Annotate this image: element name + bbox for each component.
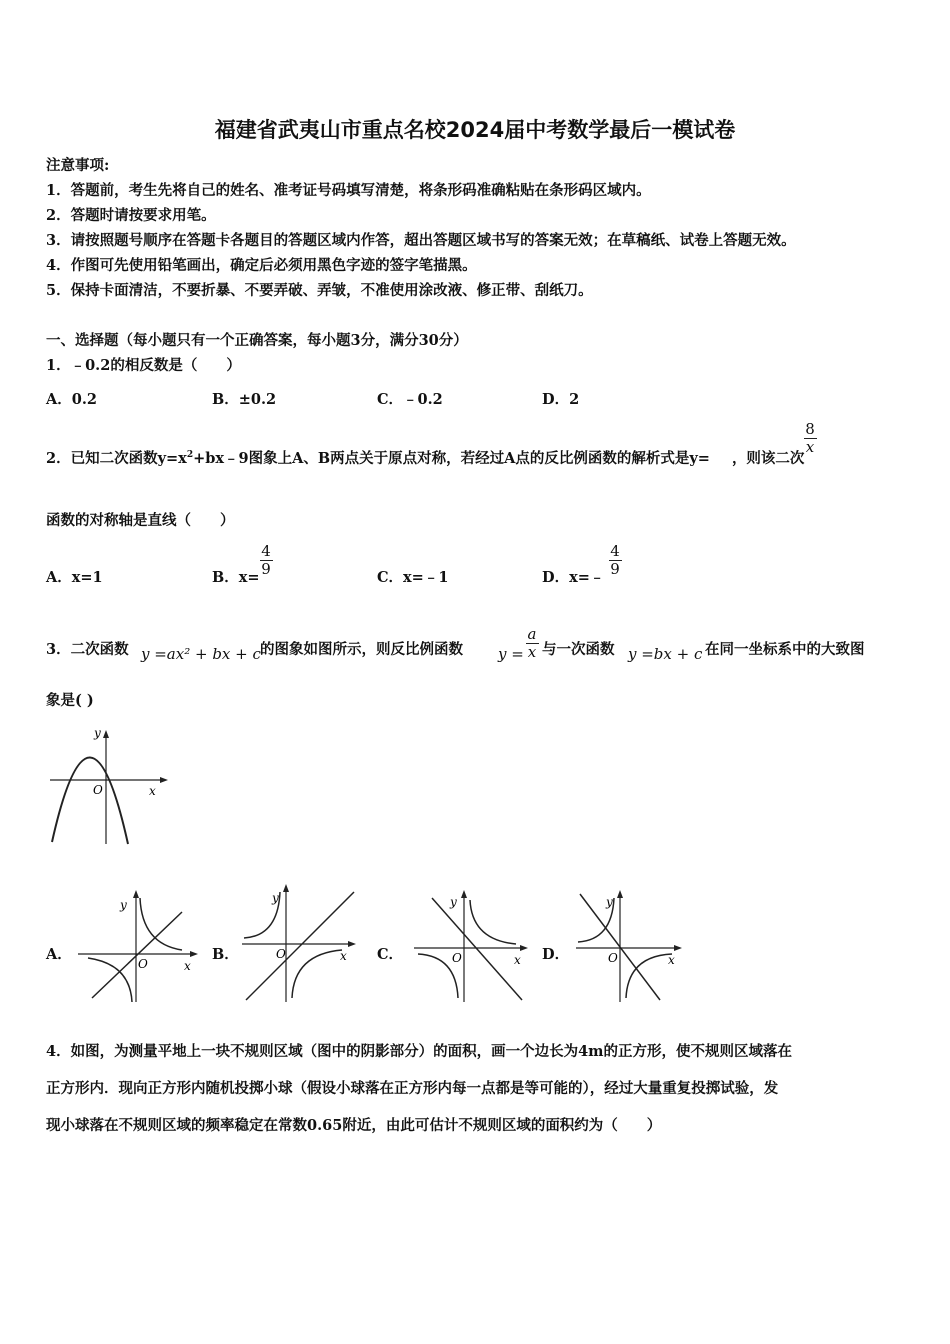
q3-option-a-graph[interactable] xyxy=(74,884,204,1006)
q1-option-a[interactable]: A．0.2 xyxy=(46,391,97,408)
axis-x-label: x xyxy=(184,959,191,973)
y-axis-arrow xyxy=(103,730,109,738)
q2-b-num: 4 xyxy=(261,542,271,560)
q2-option-d[interactable]: D．x=﹣ xyxy=(542,569,605,586)
q1-option-b[interactable]: B．±0.2 xyxy=(212,391,277,408)
origin-label: O xyxy=(608,951,618,965)
notice-heading: 注意事项: xyxy=(46,157,110,174)
origin-label: O xyxy=(93,783,103,797)
q3-option-c[interactable]: C． xyxy=(377,946,404,963)
x-axis-arrow xyxy=(160,777,168,783)
q2-option-b-frac xyxy=(257,543,275,578)
q1-option-c[interactable]: C．﹣0.2 xyxy=(377,391,443,408)
q2-stem-a: 2．已知二次函数y=x xyxy=(46,450,187,467)
q3-option-d[interactable]: D． xyxy=(542,946,570,963)
axis-x-label: x xyxy=(514,953,521,967)
q2-stem-b: +bx﹣9图象上A、B两点关于原点对称，若经过A点的反比例函数的解析式是y= xyxy=(193,450,710,467)
q3-expr-y: y = xyxy=(498,645,524,663)
q2-option-b[interactable]: B．x= xyxy=(212,569,260,586)
q3-expr-linear: y =bx + c xyxy=(628,645,703,663)
q2-stem-c: ，则该二次 xyxy=(731,450,805,467)
q3-option-a[interactable]: A． xyxy=(46,946,72,963)
q3-frac-den: x xyxy=(527,643,537,661)
notice-item: 2．答题时请按要求用笔。 xyxy=(46,207,216,224)
y-axis-arrow xyxy=(133,890,139,898)
axis-y-label: y xyxy=(450,895,457,909)
linear-line xyxy=(432,898,522,1000)
q3-option-c-graph[interactable] xyxy=(410,884,534,1006)
q3-stem-e: 象是( ) xyxy=(46,692,94,709)
q4-line: 现小球落在不规则区域的频率稳定在常数0.65附近，由此可估计不规则区域的面积约为（ ） xyxy=(46,1117,662,1134)
q3-stem-a: 3．二次函数 xyxy=(46,641,129,658)
origin-label: O xyxy=(276,947,286,961)
linear-line xyxy=(92,912,182,998)
hyperbola-branch xyxy=(292,950,342,998)
q2-stem-d: 函数的对称轴是直线（ ） xyxy=(46,512,235,529)
q2-d-den: 9 xyxy=(610,560,620,578)
q2-d-num: 4 xyxy=(610,542,620,560)
q3-stem-c: 与一次函数 xyxy=(542,641,615,658)
y-axis-arrow xyxy=(617,890,623,898)
section-heading: 一、选择题（每小题只有一个正确答案，每小题3分，满分30分） xyxy=(46,332,468,349)
q2-frac-num: 8 xyxy=(805,420,815,438)
q3-stem-b: 的图象如图所示，则反比例函数 xyxy=(260,641,463,658)
hyperbola-branch xyxy=(626,954,672,998)
hyperbola-branch xyxy=(470,900,516,944)
q2-b-den: 9 xyxy=(261,560,271,578)
axis-y-label: y xyxy=(120,898,127,912)
x-axis-arrow xyxy=(190,951,198,957)
q2-frac-den: x xyxy=(805,438,815,456)
parabola-curve xyxy=(52,757,128,844)
q3-expr-frac xyxy=(524,626,540,661)
axis-y-label: y xyxy=(606,895,613,909)
q1-stem: 1．﹣0.2的相反数是（ ） xyxy=(46,357,241,374)
q3-option-b-graph[interactable] xyxy=(238,878,362,1006)
x-axis-arrow xyxy=(674,945,682,951)
q2-sup: 2 xyxy=(186,450,194,461)
origin-label: O xyxy=(452,951,462,965)
notice-item: 3．请按照题号顺序在答题卡各题目的答题区域内作答，超出答题区域书写的答案无效；在草稿纸、试卷上答题无效。 xyxy=(46,232,796,249)
q3-stem-d: 在同一坐标系中的大致图 xyxy=(705,641,865,658)
y-axis-arrow xyxy=(283,884,289,892)
q3-parabola-figure xyxy=(46,722,176,848)
notice-item: 4．作图可先使用铅笔画出，确定后必须用黑色字迹的签字笔描黑。 xyxy=(46,257,477,274)
axis-y-label: y xyxy=(272,891,279,905)
x-axis-arrow xyxy=(520,945,528,951)
q1-option-d[interactable]: D．2 xyxy=(542,391,580,408)
q3-expr-quadratic: y =ax² + bx + c xyxy=(141,645,261,663)
x-axis-arrow xyxy=(348,941,356,947)
q3-option-d-graph[interactable] xyxy=(572,884,686,1006)
q2-option-c[interactable]: C．x=﹣1 xyxy=(377,569,449,586)
q2-option-d-frac xyxy=(606,543,624,578)
q4-line: 正方形内．现向正方形内随机投掷小球（假设小球落在正方形内每一点都是等可能的），经过大量重复投掷试验，发 xyxy=(46,1080,779,1097)
axis-x-label: x xyxy=(340,949,347,963)
page-title: 福建省武夷山市重点名校2024届中考数学最后一模试卷 xyxy=(214,118,736,142)
q2-stem xyxy=(46,447,804,468)
q3-frac-num: a xyxy=(527,625,537,643)
axis-x-label: x xyxy=(149,784,156,798)
hyperbola-branch xyxy=(140,898,182,950)
axis-x-label: x xyxy=(668,953,675,967)
q2-fraction xyxy=(801,421,819,456)
q2-option-a[interactable]: A．x=1 xyxy=(46,569,103,586)
notice-item: 1．答题前，考生先将自己的姓名、准考证号码填写清楚，将条形码准确粘贴在条形码区域内。 xyxy=(46,182,651,199)
q3-option-b[interactable]: B． xyxy=(212,946,239,963)
linear-line xyxy=(246,892,354,1000)
origin-label: O xyxy=(138,957,148,971)
q4-line: 4．如图，为测量平地上一块不规则区域（图中的阴影部分）的面积，画一个边长为4m的正方形，使不规则区域落在 xyxy=(46,1043,793,1060)
y-axis-arrow xyxy=(461,890,467,898)
notice-item: 5．保持卡面清洁，不要折暴、不要弄破、弄皱，不准使用涂改液、修正带、刮纸刀。 xyxy=(46,282,593,299)
axis-y-label: y xyxy=(94,726,101,740)
